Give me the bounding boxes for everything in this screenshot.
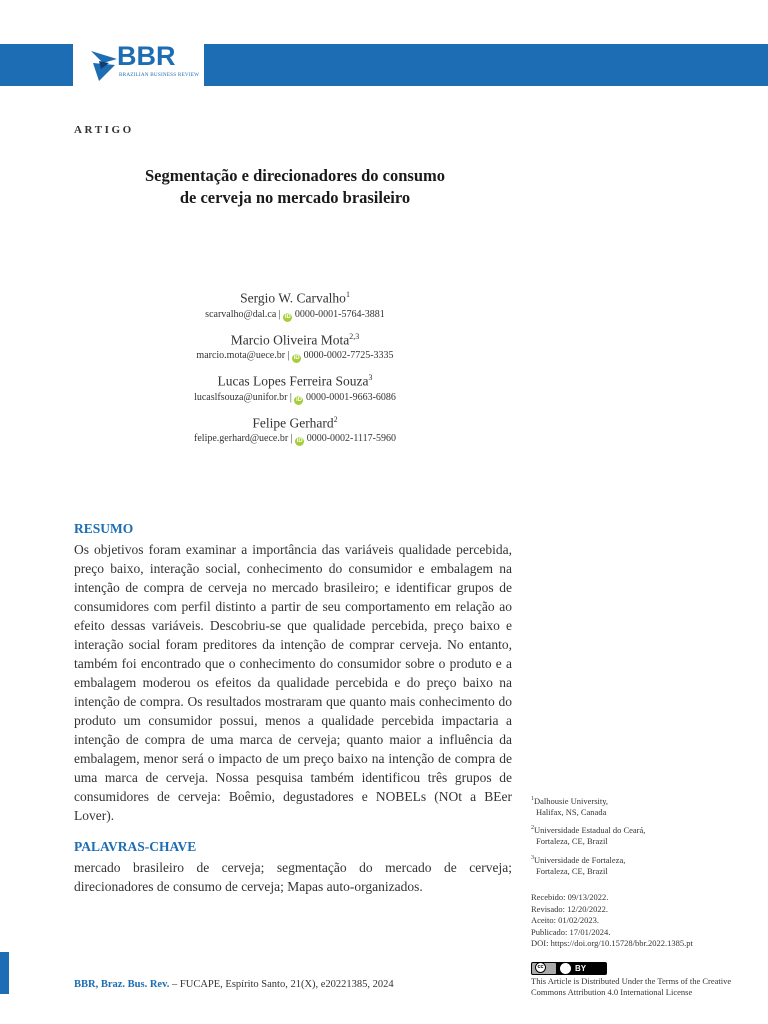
accepted-date: Aceito: 01/02/2023. bbox=[531, 915, 599, 925]
author-affiliation-ref: 2,3 bbox=[349, 331, 360, 341]
publication-dates bbox=[531, 892, 751, 950]
affiliation-location: Fortaleza, CE, Brazil bbox=[536, 836, 608, 847]
affiliation-2 bbox=[531, 823, 731, 848]
license-line-1: This Article is Distributed Under the Terms of the Creative bbox=[531, 976, 732, 986]
separator: | bbox=[289, 391, 292, 403]
affiliation-number: 3 bbox=[531, 855, 534, 861]
published-date: Publicado: 17/01/2024. bbox=[531, 926, 611, 937]
citation-details: – FUCAPE, Espírito Santo, 21(X), e20221385, 2024 bbox=[169, 979, 394, 990]
author-email[interactable]: lucaslfsouza@unifor.br bbox=[194, 391, 288, 403]
footer-accent-bar bbox=[0, 952, 9, 994]
affiliation-number: 1 bbox=[531, 796, 534, 802]
license-text bbox=[531, 976, 751, 997]
author-name: Felipe Gerhard bbox=[252, 415, 334, 430]
orcid-icon[interactable]: iD bbox=[284, 313, 291, 320]
author-affiliation-ref: 1 bbox=[345, 290, 350, 299]
author-block bbox=[150, 286, 440, 322]
author-name: Sergio W. Carvalho bbox=[240, 290, 346, 306]
author-block bbox=[150, 328, 440, 364]
author-name: Marcio Oliveira Mota bbox=[230, 332, 350, 347]
cc-by-label: BY bbox=[575, 964, 587, 973]
abstract-text: Os objetivos foram examinar a importância das variáveis qualidade percebida, preço baixo, interação social, conhecimento do consumidor e embalagem na intenção de compra de cerveja no mercado brasileiro; e identificar grupos de consumidores com perfil distinto a partir de seu comportamento em relação ao efeito dessas variáveis. Descobriu-se que qualidade percebida, preço baixo e interação social foram preditores da intenção de comprar cerveja. No entanto, também foi encontrado que o conhecimento do consumidor sobre o produto e a embalagem moderou os efeitos da qualidade percebida e do preço baixo na intenção de compra. Os resultados mostraram que quanto mais conhecimento do produto um consumidor possui, menos a qualidade percebida impactaria a intenção de compra de uma marca de cerveja; quanto maior a influência da embalagem, menor será o impacto de um preço baixo na intenção de compra de uma marca de cerveja. Nossa pesquisa também identificou três grupos de consumidores de cerveja: Boêmio, degustadores e NOBELs (NOt a BEer Lover). bbox=[74, 542, 512, 823]
orcid-icon[interactable]: iD bbox=[296, 438, 303, 444]
author-orcid[interactable]: 0000-0002-7725-3335 bbox=[303, 350, 394, 361]
author-name: Lucas Lopes Ferreira Souza bbox=[217, 373, 369, 389]
section-label: ARTIGO bbox=[74, 124, 134, 136]
affiliation-institution: Dalhousie University, bbox=[534, 795, 609, 806]
affiliation-institution: Universidade Estadual do Ceará, bbox=[534, 824, 646, 835]
author-list bbox=[150, 286, 440, 452]
author-email[interactable]: scarvalho@dal.ca bbox=[205, 308, 277, 320]
article-title bbox=[100, 165, 490, 209]
author-email[interactable]: felipe.gerhard@uece.br bbox=[194, 433, 289, 444]
logo-subtitle: BRAZILIAN BUSINESS REVIEW bbox=[119, 72, 200, 78]
keywords-heading: PALAVRAS-CHAVE bbox=[74, 839, 197, 854]
received-date: Recebido: 09/13/2022. bbox=[531, 892, 609, 902]
logo-text: BBR bbox=[117, 41, 176, 71]
journal-abbreviation: BBR, Braz. Bus. Rev. bbox=[74, 979, 170, 990]
affiliation-location: Halifax, NS, Canada bbox=[536, 807, 607, 818]
orcid-icon[interactable]: iD bbox=[293, 355, 300, 361]
affiliation-number: 2 bbox=[531, 825, 534, 831]
affiliation-3 bbox=[531, 853, 731, 878]
separator: | bbox=[287, 350, 290, 361]
author-email[interactable]: marcio.mota@uece.br bbox=[196, 350, 286, 361]
orcid-icon[interactable]: iD bbox=[295, 396, 302, 403]
cc-icon: cc bbox=[535, 962, 546, 973]
author-block bbox=[150, 369, 440, 405]
license-line-2: Commons Attribution 4.0 International License bbox=[531, 986, 693, 997]
doi-link[interactable]: DOI: https://doi.org/10.15728/bbr.2022.1385.pt bbox=[531, 938, 693, 948]
author-orcid[interactable]: 0000-0001-5764-3881 bbox=[294, 308, 385, 320]
attribution-person-icon bbox=[560, 963, 571, 974]
author-block bbox=[150, 411, 440, 447]
revised-date: Revisado: 12/20/2022. bbox=[531, 903, 608, 914]
footer-citation bbox=[74, 979, 394, 990]
cc-by-license-badge[interactable] bbox=[531, 962, 607, 975]
author-orcid[interactable]: 0000-0001-9663-6086 bbox=[305, 391, 396, 403]
author-affiliation-ref: 3 bbox=[368, 373, 373, 382]
affiliation-location: Fortaleza, CE, Brazil bbox=[536, 866, 608, 877]
separator: | bbox=[290, 433, 293, 444]
journal-logo bbox=[89, 43, 201, 87]
separator: | bbox=[278, 308, 281, 320]
title-line-2: de cerveja no mercado brasileiro bbox=[179, 188, 411, 207]
keywords-text: mercado brasileiro de cerveja; segmentação do mercado de cerveja; direcionadores de consumo de cerveja; Mapas auto-organizados. bbox=[74, 860, 512, 894]
bird-logo-icon bbox=[89, 45, 119, 85]
author-affiliation-ref: 2 bbox=[333, 414, 338, 424]
author-orcid[interactable]: 0000-0002-1117-5960 bbox=[306, 433, 396, 444]
title-line-1: Segmentação e direcionadores do consumo bbox=[144, 166, 446, 185]
abstract-heading: RESUMO bbox=[74, 521, 134, 536]
affiliation-institution: Universidade de Fortaleza, bbox=[534, 854, 626, 865]
affiliation-1 bbox=[531, 794, 731, 819]
